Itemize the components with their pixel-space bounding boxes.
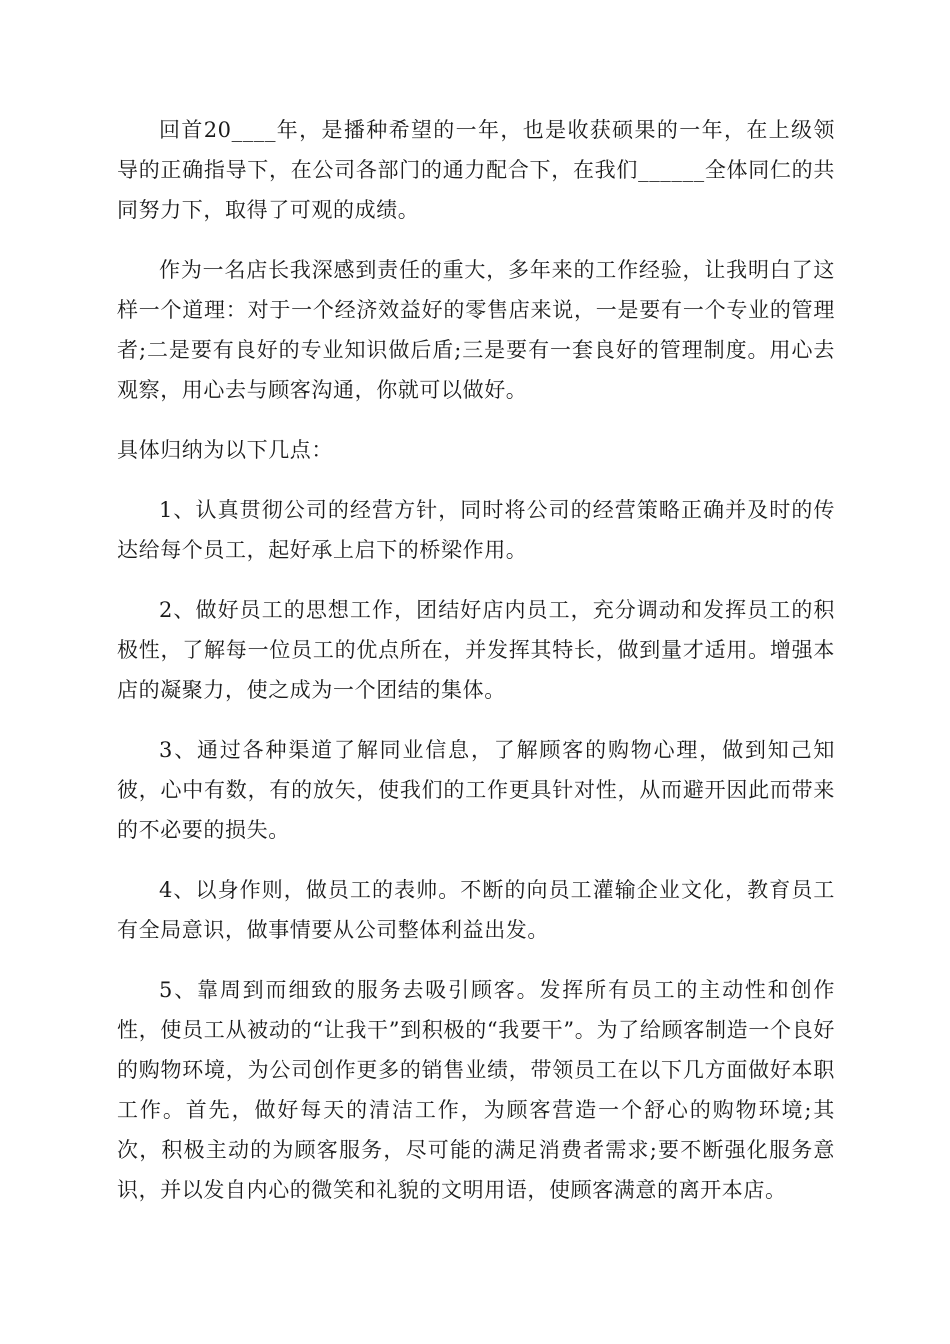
paragraph-point-1: 1、认真贯彻公司的经营方针，同时将公司的经营策略正确并及时的传达给每个员工，起好承上启下的桥梁作用。	[117, 498, 835, 562]
paragraph-intro: 回首20____年，是播种希望的一年，也是收获硕果的一年，在上级领导的正确指导下，在公司各部门的通力配合下，在我们______全体同仁的共同努力下，取得了可观的成绩。	[117, 118, 835, 222]
paragraph-point-2: 2、做好员工的思想工作，团结好店内员工，充分调动和发挥员工的积极性，了解每一位员工的优点所在，并发挥其特长，做到量才适用。增强本店的凝聚力，使之成为一个团结的集体。	[117, 598, 835, 702]
paragraph-point-3: 3、通过各种渠道了解同业信息，了解顾客的购物心理，做到知己知彼，心中有数，有的放矢，使我们的工作更具针对性，从而避开因此而带来的不必要的损失。	[117, 738, 835, 842]
document-page	[117, 110, 835, 1230]
paragraph-summary-heading: 具体归纳为以下几点：	[117, 438, 333, 462]
paragraph-responsibility: 作为一名店长我深感到责任的重大，多年来的工作经验，让我明白了这样一个道理：对于一个经济效益好的零售店来说，一是要有一个专业的管理者;二是要有良好的专业知识做后盾;三是要有一套良好的管理制度。用心去观察，用心去与顾客沟通，你就可以做好。	[117, 258, 835, 402]
paragraph-point-5: 5、靠周到而细致的服务去吸引顾客。发挥所有员工的主动性和创作性，使员工从被动的“让我干”到积极的“我要干”。为了给顾客制造一个良好的购物环境，为公司创作更多的销售业绩，带领员工在以下几方面做好本职工作。首先，做好每天的清洁工作，为顾客营造一个舒心的购物环境;其次，积极主动的为顾客服务，尽可能的满足消费者需求;要不断强化服务意识，并以发自内心的微笑和礼貌的文明用语，使顾客满意的离开本店。	[117, 978, 835, 1202]
paragraph-point-4: 4、以身作则，做员工的表帅。不断的向员工灌输企业文化，教育员工有全局意识，做事情要从公司整体利益出发。	[117, 878, 835, 942]
